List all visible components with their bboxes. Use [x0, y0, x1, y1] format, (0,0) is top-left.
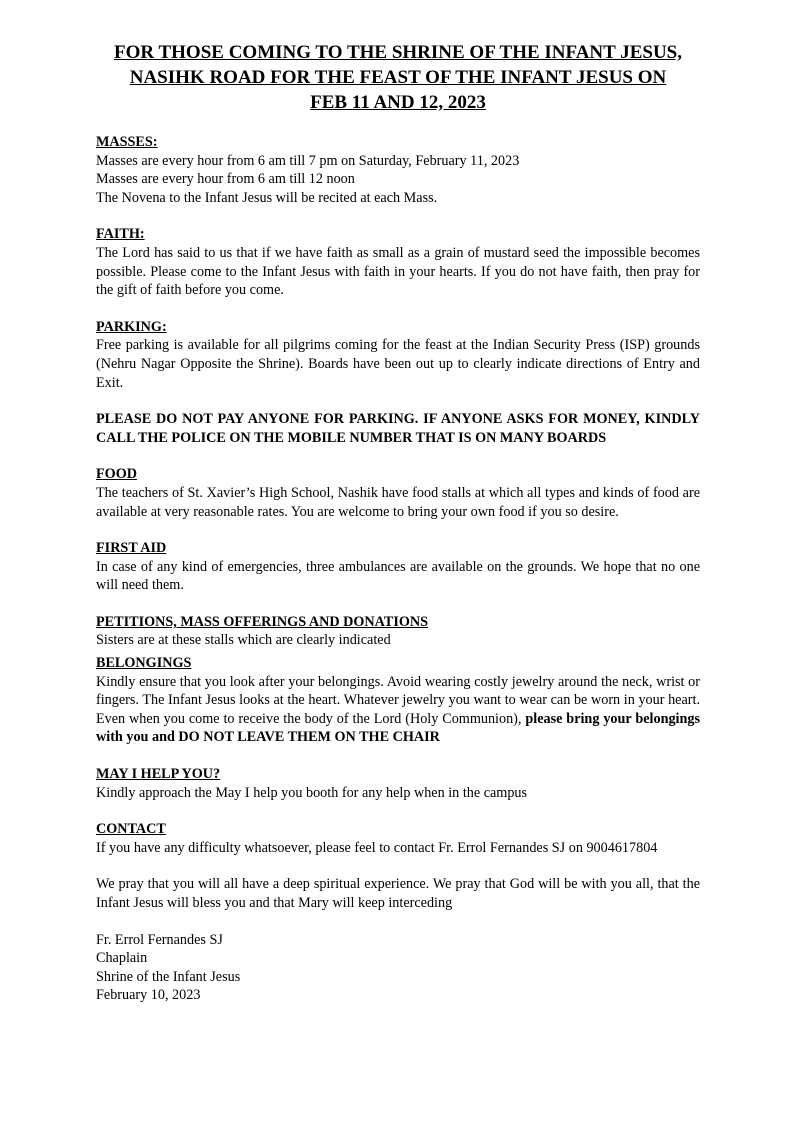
signature-name: Fr. Errol Fernandes SJ [96, 931, 223, 948]
faith-text: The Lord has said to us that if we have faith as small as a grain of mustard seed the impossible becomes possible. Please come to the Infant Jesus with faith in your hearts. If you do not have faith, then pray for the gift of faith before you come. [96, 244, 700, 299]
parking-warning: PLEASE DO NOT PAY ANYONE FOR PARKING. IF ANYONE ASKS FOR MONEY, KINDLY CALL THE POLICE ON THE MOBILE NUMBER THAT IS ON MANY BOARDS [96, 411, 700, 446]
masses-line-2: Masses are every hour from 6 am till 12 noon [96, 171, 355, 188]
section-belongings [96, 654, 700, 747]
masses-heading: MASSES: [96, 134, 158, 150]
masses-line-3: The Novena to the Infant Jesus will be recited at each Mass. [96, 189, 438, 206]
section-food [96, 465, 700, 521]
food-heading: FOOD [96, 466, 137, 483]
section-closing [96, 875, 700, 912]
first-aid-heading: FIRST AID [96, 540, 167, 557]
parking-text: Free parking is available for all pilgrims coming for the feast at the Indian Security Press (ISP) grounds (Nehru Nagar Opposite the Shrine). Boards have been out up to clearly indicate directions of Entry and Exit. [96, 337, 700, 391]
title-line-2: NASIHK ROAD FOR THE FEAST OF THE INFANT JESUS ON [129, 67, 667, 88]
faith-heading: FAITH: [96, 226, 145, 243]
help-heading: MAY I HELP YOU? [96, 766, 221, 783]
section-petitions [96, 613, 700, 650]
belongings-heading: BELONGINGS [96, 655, 192, 672]
help-text: Kindly approach the May I help you booth for any help when in the campus [96, 784, 528, 801]
belongings-bold-text: please bring your belongings with you and DO NOT LEAVE THEM ON THE CHAIR [96, 710, 700, 746]
signature-org: Shrine of the Infant Jesus [96, 968, 241, 985]
title-line-3: FEB 11 AND 12, 2023 [310, 92, 486, 113]
title-line-1: FOR THOSE COMING TO THE SHRINE OF THE INFANT JESUS, [113, 42, 683, 63]
parking-heading: PARKING: [96, 318, 167, 335]
food-text: The teachers of St. Xavier’s High School, Nashik have food stalls at which all types and kinds of food are available at very reasonable rates. You are welcome to bring your own food if you so desire. [96, 484, 700, 520]
petitions-heading: PETITIONS, MASS OFFERINGS AND DONATIONS [96, 613, 429, 630]
document-title [96, 40, 700, 115]
document-page [96, 40, 700, 1005]
contact-text: If you have any difficulty whatsoever, please feel to contact Fr. Errol Fernandes SJ on 9004617804 [96, 839, 658, 856]
signature-date: February 10, 2023 [96, 987, 201, 1004]
signature-block [96, 931, 700, 1005]
closing-text: We pray that you will all have a deep spiritual experience. We pray that God will be with you all, that the Infant Jesus will bless you and that Mary will keep interceding [96, 876, 700, 911]
contact-heading: CONTACT [96, 821, 166, 838]
signature-role: Chaplain [96, 950, 148, 967]
section-parking [96, 318, 700, 448]
petitions-text: Sisters are at these stalls which are clearly indicated [96, 632, 391, 649]
section-first-aid [96, 539, 700, 595]
masses-line-1: Masses are every hour from 6 am till 7 pm on Saturday, February 11, 2023 [96, 152, 520, 169]
section-help [96, 765, 700, 802]
section-contact [96, 820, 700, 857]
section-masses [96, 133, 700, 207]
section-faith [96, 225, 700, 299]
first-aid-text: In case of any kind of emergencies, three ambulances are available on the grounds. We hope that no one will need them. [96, 558, 700, 594]
belongings-paragraph [96, 673, 700, 747]
document-body [96, 133, 700, 1005]
belongings-text: Kindly ensure that you look after your belongings. Avoid wearing costly jewelry around the neck, wrist or fingers. The Infant Jesus looks at the heart. Whatever jewelry you want to wear can be worn in your heart. Even when you come to receive the body of the Lord (Holy Communion), [96, 673, 700, 727]
